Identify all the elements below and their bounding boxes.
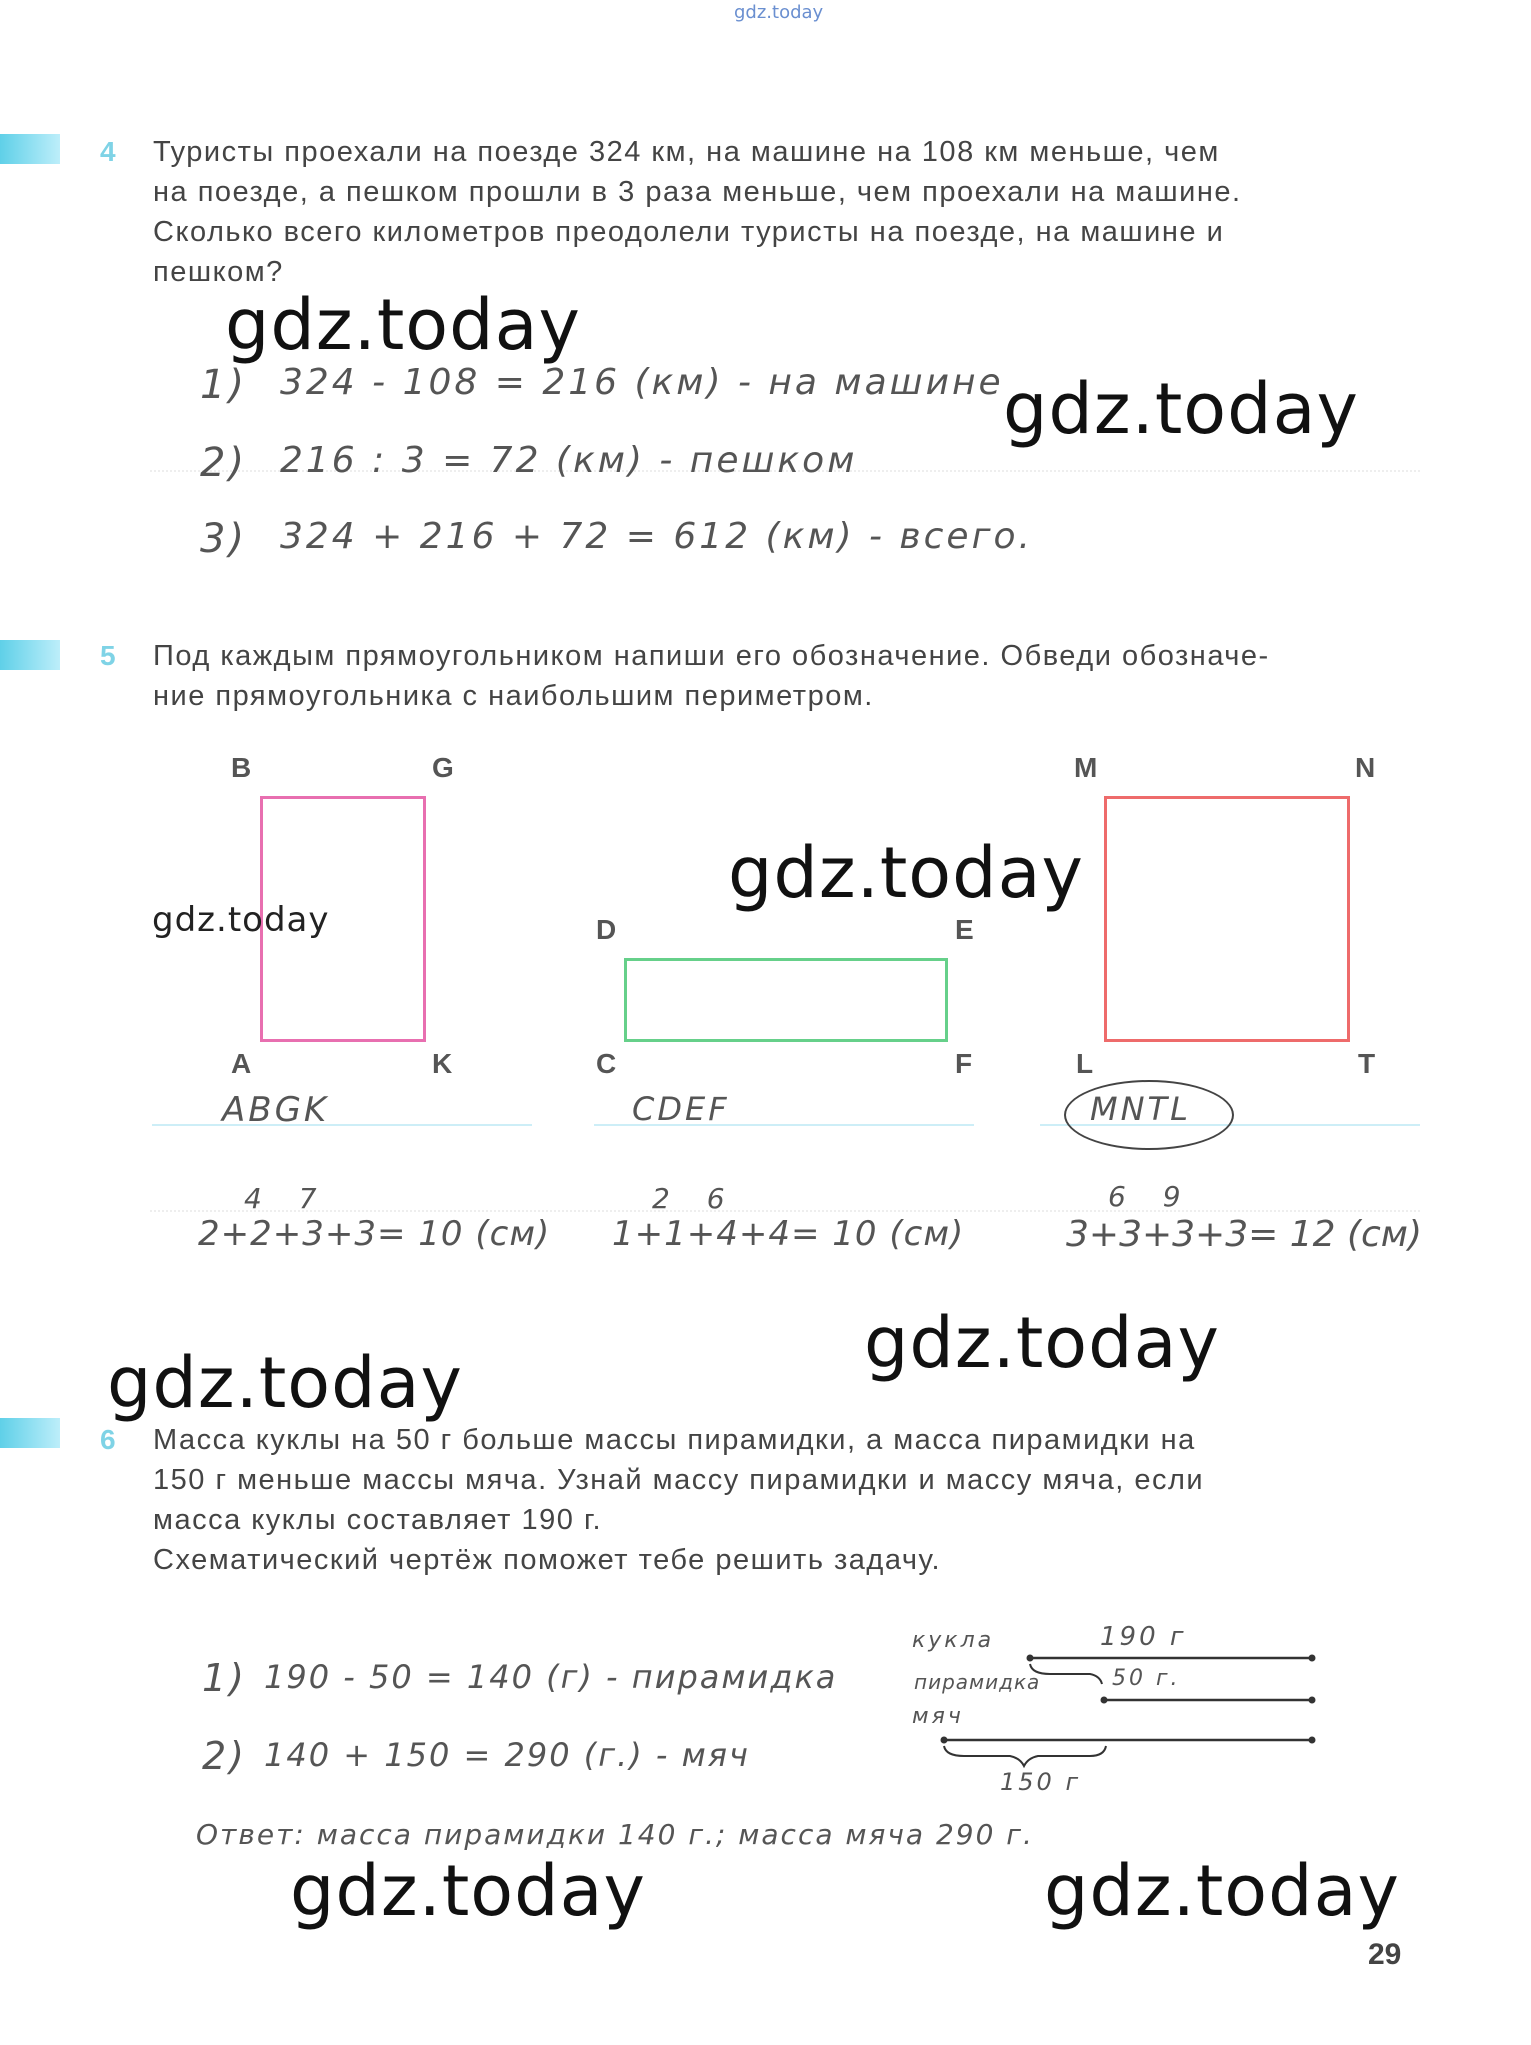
watermark: gdz.today bbox=[225, 284, 581, 366]
task4-step-number: 3) bbox=[200, 516, 248, 562]
rectangle-cdef bbox=[624, 958, 948, 1042]
answer-abgk: ABGK bbox=[222, 1090, 330, 1130]
segment-end bbox=[941, 1737, 948, 1744]
watermark: gdz.today bbox=[728, 832, 1084, 914]
task4-line: на поезде, а пешком прошли в 3 раза меньше, чем проехали на машине. bbox=[153, 176, 1242, 208]
task4-line: пешком? bbox=[153, 256, 284, 288]
sides-note: 6 9 bbox=[1108, 1180, 1195, 1213]
task6-line: 150 г меньше массы мяча. Узнай массу пирамидки и массу мяча, если bbox=[153, 1464, 1205, 1496]
task6-text bbox=[153, 1420, 1413, 1580]
point-label: F bbox=[955, 1048, 973, 1079]
task4-step: 324 - 108 = 216 (км) - на машине bbox=[280, 362, 1004, 403]
brace-50 bbox=[1030, 1664, 1102, 1684]
task6-step: 190 - 50 = 140 (г) - пирамидка bbox=[264, 1658, 838, 1696]
task4-text bbox=[153, 132, 1413, 292]
task6-number: 6 bbox=[100, 1424, 116, 1455]
segment-end bbox=[1309, 1655, 1316, 1662]
task6-line: масса куклы составляет 190 г. bbox=[153, 1504, 603, 1536]
diagram-pyramid-label: пирамидка bbox=[914, 1670, 1041, 1694]
segment-end bbox=[1027, 1655, 1034, 1662]
point-label: M bbox=[1074, 752, 1098, 783]
point-label: K bbox=[432, 1048, 453, 1079]
answer-cdef: CDEF bbox=[632, 1090, 730, 1128]
watermark: gdz.today bbox=[152, 900, 330, 940]
task6-line: Схематический чертёж поможет тебе решить задачу. bbox=[153, 1544, 942, 1576]
answer-mntl: MNTL bbox=[1090, 1090, 1191, 1128]
point-label: C bbox=[596, 1048, 617, 1079]
task5-line: ние прямоугольника с наибольшим периметром. bbox=[153, 680, 874, 712]
watermark: gdz.today bbox=[107, 1342, 463, 1424]
task4-line: Туристы проехали на поезде 324 км, на машине на 108 км меньше, чем bbox=[153, 136, 1220, 168]
watermark: gdz.today bbox=[1003, 368, 1359, 450]
point-label: A bbox=[231, 1048, 252, 1079]
segment-end bbox=[1309, 1737, 1316, 1744]
task5-marker bbox=[0, 640, 60, 670]
perimeter-cdef: 1+1+4+4= 10 (см) bbox=[612, 1214, 965, 1254]
schematic-diagram bbox=[940, 1640, 1320, 1780]
sides-note: 2 6 bbox=[652, 1182, 739, 1215]
diagram-ball-label: мяч bbox=[912, 1704, 964, 1729]
point-label: L bbox=[1076, 1048, 1094, 1079]
watermark: gdz.today bbox=[1044, 1850, 1400, 1932]
brace-150 bbox=[944, 1746, 1106, 1766]
task4-step-number: 2) bbox=[200, 440, 248, 486]
task4-number: 4 bbox=[100, 136, 116, 167]
task4-step: 216 : 3 = 72 (км) - пешком bbox=[280, 440, 858, 481]
perimeter-mntl: 3+3+3+3= 12 (см) bbox=[1066, 1214, 1423, 1255]
task4-line: Сколько всего километров преодолели туристы на поезде, на машине и bbox=[153, 216, 1225, 248]
watermark: gdz.today bbox=[864, 1302, 1220, 1384]
segment-end bbox=[1101, 1697, 1108, 1704]
point-label: E bbox=[955, 914, 974, 945]
task6-answer: Ответ: масса пирамидки 140 г.; масса мяча 290 г. bbox=[196, 1818, 1034, 1851]
task6-line: Масса куклы на 50 г больше массы пирамидки, а масса пирамидки на bbox=[153, 1424, 1196, 1456]
task5-text bbox=[153, 636, 1413, 716]
point-label: B bbox=[231, 752, 252, 783]
answer-line bbox=[152, 1124, 532, 1126]
sides-note: 4 7 bbox=[244, 1182, 331, 1215]
task6-step-number: 1) bbox=[202, 1656, 248, 1700]
task6-marker bbox=[0, 1418, 60, 1448]
perimeter-abgk: 2+2+3+3= 10 (см) bbox=[198, 1214, 551, 1254]
point-label: T bbox=[1358, 1048, 1376, 1079]
segment-end bbox=[1309, 1697, 1316, 1704]
task6-step-number: 2) bbox=[202, 1734, 248, 1778]
page-number: 29 bbox=[1368, 1938, 1402, 1971]
header-watermark: gdz.today bbox=[734, 2, 824, 23]
task5-line: Под каждым прямоугольником напиши его обозначение. Обведи обозначе- bbox=[153, 640, 1270, 672]
task4-step-number: 1) bbox=[200, 362, 248, 408]
task6-step: 140 + 150 = 290 (г.) - мяч bbox=[264, 1736, 750, 1774]
point-label: N bbox=[1355, 752, 1376, 783]
rectangle-mntl bbox=[1104, 796, 1350, 1042]
diagram-pyramid-diff: 50 г. bbox=[1112, 1666, 1181, 1691]
task5-number: 5 bbox=[100, 640, 116, 671]
diagram-doll-label: кукла bbox=[912, 1628, 995, 1653]
point-label: D bbox=[596, 914, 617, 945]
diagram-doll-value: 190 г bbox=[1100, 1622, 1187, 1652]
point-label: G bbox=[432, 752, 454, 783]
task4-marker bbox=[0, 134, 60, 164]
task4-step: 324 + 216 + 72 = 612 (км) - всего. bbox=[280, 516, 1033, 557]
watermark: gdz.today bbox=[290, 1850, 646, 1932]
diagram-ball-diff: 150 г bbox=[1000, 1768, 1082, 1796]
